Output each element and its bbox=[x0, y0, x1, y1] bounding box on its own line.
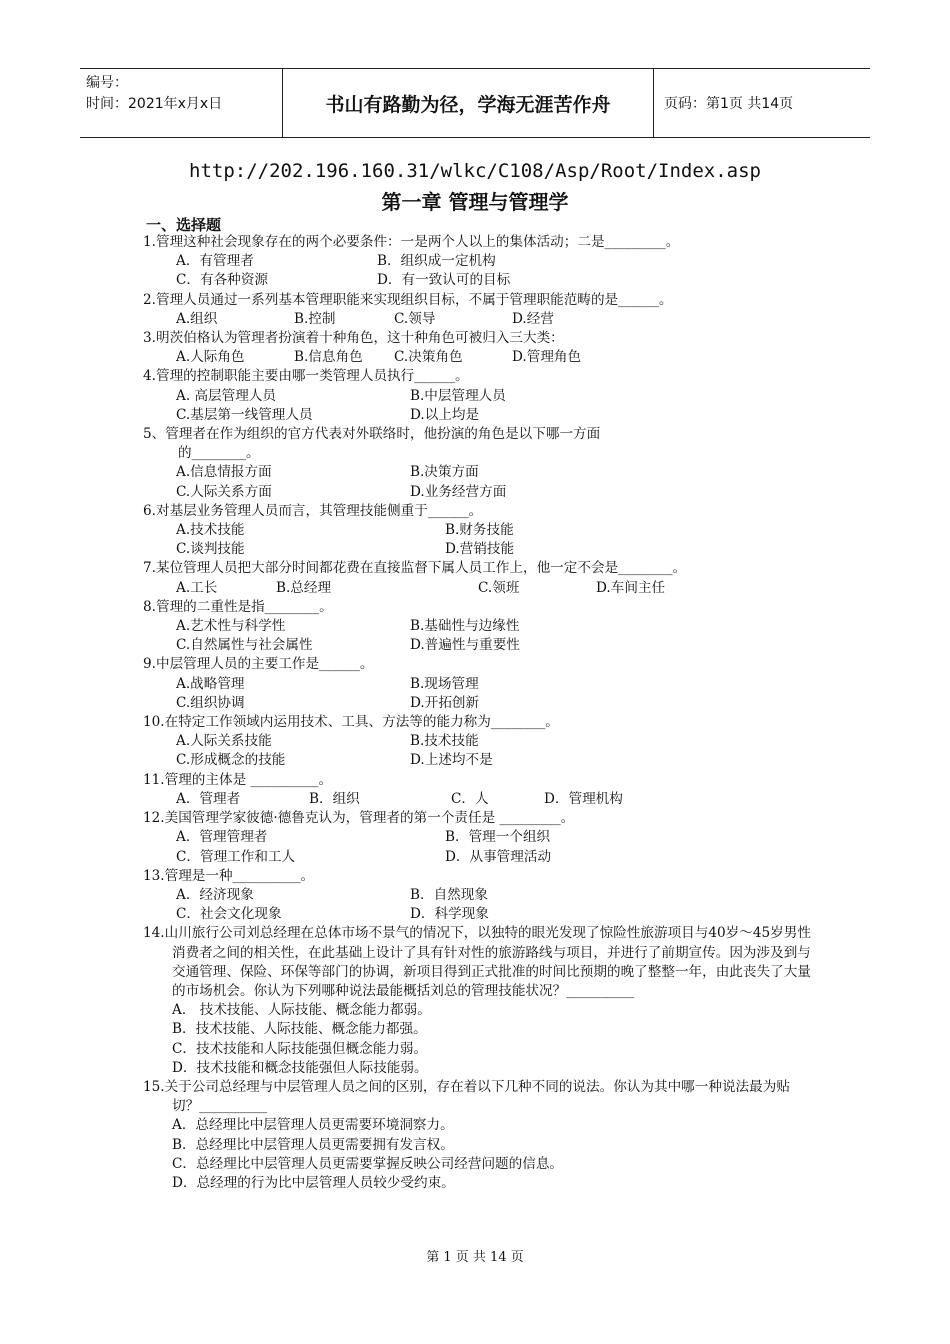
question-option: D．总经理的行为比中层管理人员较少受约束。 bbox=[172, 1174, 455, 1191]
question-9 bbox=[143, 655, 815, 713]
question-option: B．技术技能、人际技能、概念能力都强。 bbox=[172, 1021, 427, 1038]
option-row bbox=[143, 694, 815, 713]
header-meta bbox=[80, 69, 282, 137]
question-8 bbox=[143, 598, 815, 656]
question-10 bbox=[143, 713, 815, 771]
question-option: C.人际关系方面 bbox=[176, 483, 272, 500]
option-row bbox=[143, 540, 815, 559]
question-option: D.业务经营方面 bbox=[410, 483, 507, 500]
question-option: D.以上均是 bbox=[410, 406, 480, 423]
question-option: A.信息情报方面 bbox=[176, 464, 272, 481]
question-option: B.技术技能 bbox=[410, 733, 479, 750]
question-option: A.人际角色 bbox=[176, 349, 245, 366]
question-option: D．有一致认可的目标 bbox=[377, 272, 511, 289]
question-14 bbox=[143, 924, 815, 1078]
question-option: D．科学现象 bbox=[410, 906, 489, 923]
question-option: C．技术技能和人际技能强但概念能力弱。 bbox=[172, 1040, 428, 1057]
question-option: D.营销技能 bbox=[445, 541, 515, 558]
option-row bbox=[143, 751, 815, 770]
question-1 bbox=[143, 233, 815, 291]
option-row bbox=[143, 732, 815, 751]
question-stem: 14.山川旅行公司刘总经理在总体市场不景气的情况下，以独特的眼光发现了惊险性旅游项目与40岁～45岁男性消费者之间的相关性，在此基础上设计了具有针对性的旅游路线与项目，并进行了前期宣传。因为涉及到与交通管理、保险、环保等部门的协调，新项目得到正式批准的时间比预期的晚了整整一年，由此丧失了大量的市场机会。你认为下列哪种说法最能概括刘总的管理技能状况？__________ bbox=[143, 925, 811, 999]
question-option: D.经营 bbox=[512, 310, 554, 327]
question-stem: 7.某位管理人员把大部分时间都花费在直接监督下属人员工作上，他一定不会是________。 bbox=[143, 560, 687, 577]
question-stem: 5、管理者在作为组织的官方代表对外联络时，他扮演的角色是以下哪一方面 bbox=[143, 426, 601, 443]
question-option: B．组织 bbox=[309, 790, 360, 807]
question-option: C.组织协调 bbox=[176, 694, 245, 711]
question-stem: 11.管理的主体是 __________。 bbox=[143, 771, 333, 788]
option-row bbox=[143, 463, 815, 482]
option-row bbox=[143, 310, 815, 329]
question-option: B.信息角色 bbox=[294, 349, 363, 366]
option-row bbox=[143, 387, 815, 406]
option-row bbox=[143, 905, 815, 924]
header-motto: 书山有路勤为径，学海无涯苦作舟 bbox=[282, 69, 654, 137]
question-option: A.组织 bbox=[176, 310, 218, 327]
question-stem: 10.在特定工作领域内运用技术、工具、方法等的能力称为________。 bbox=[143, 714, 559, 731]
question-option: C.基层第一线管理人员 bbox=[176, 406, 313, 423]
question-stem: 4.管理的控制职能主要由哪一类管理人员执行______。 bbox=[143, 368, 469, 385]
question-stem: 1.管理这种社会现象存在的两个必要条件：一是两个人以上的集体活动；二是_________。 bbox=[143, 234, 680, 250]
question-option: B.财务技能 bbox=[445, 522, 514, 539]
question-13 bbox=[143, 867, 815, 925]
option-row bbox=[143, 406, 815, 425]
question-option: C.自然属性与社会属性 bbox=[176, 637, 313, 654]
question-stem: 12.美国管理学家彼德·德鲁克认为，管理者的第一个责任是 _________。 bbox=[143, 810, 575, 827]
question-3 bbox=[143, 329, 815, 367]
header-serial: 编号： bbox=[86, 75, 128, 91]
question-option: A．总经理比中层管理人员更需要环境洞察力。 bbox=[172, 1117, 454, 1134]
chapter-title: 第一章 管理与管理学 bbox=[381, 190, 569, 214]
question-option: B.现场管理 bbox=[410, 675, 479, 692]
question-option: A．管理管理者 bbox=[176, 829, 268, 846]
source-url: http://202.196.160.31/wlkc/C108/Asp/Root/Index.asp bbox=[189, 160, 761, 182]
question-option: B．自然现象 bbox=[410, 886, 488, 903]
section-title: 一、选择题 bbox=[146, 216, 222, 234]
option-row bbox=[143, 636, 815, 655]
question-option: A.战略管理 bbox=[176, 675, 245, 692]
question-option: C．人 bbox=[451, 790, 489, 807]
question-option: B．组织成一定机构 bbox=[377, 253, 496, 270]
question-option: B.中层管理人员 bbox=[410, 387, 506, 404]
question-15 bbox=[143, 1078, 815, 1193]
question-option: B．管理一个组织 bbox=[445, 829, 551, 846]
question-option: D.上述均不是 bbox=[410, 752, 493, 769]
question-option: B.基础性与边缘性 bbox=[410, 618, 520, 635]
question-option: A．管理者 bbox=[176, 790, 241, 807]
header-date: 时间：2021年x月x日 bbox=[86, 96, 223, 112]
question-option: C.领导 bbox=[394, 310, 436, 327]
question-option: B．总经理比中层管理人员更需要拥有发言权。 bbox=[172, 1136, 454, 1153]
question-stem: 15.关于公司总经理与中层管理人员之间的区别，存在着以下几种不同的说法。你认为其中哪一种说法最为贴切？__________ bbox=[143, 1078, 790, 1115]
option-row bbox=[143, 579, 815, 598]
question-stem: 3.明茨伯格认为管理者扮演着十种角色，这十种角色可被归入三大类： bbox=[143, 330, 564, 347]
page-footer: 第 1 页 共 14 页 bbox=[426, 1250, 524, 1265]
question-stem: 8.管理的二重性是指________。 bbox=[143, 598, 333, 615]
question-option: A.工长 bbox=[176, 579, 218, 596]
option-row bbox=[143, 886, 815, 905]
question-list bbox=[143, 233, 815, 1193]
question-option: A. 高层管理人员 bbox=[176, 387, 277, 404]
question-option: C．有各种资源 bbox=[176, 272, 268, 289]
option-row bbox=[143, 617, 815, 636]
question-2 bbox=[143, 291, 815, 329]
option-row bbox=[143, 252, 815, 271]
question-option: D.管理角色 bbox=[512, 349, 582, 366]
question-option: D.普遍性与重要性 bbox=[410, 637, 520, 654]
option-row bbox=[143, 790, 815, 809]
question-option: A.技术技能 bbox=[176, 522, 245, 539]
question-option: B.控制 bbox=[294, 310, 336, 327]
question-option: C.领班 bbox=[478, 579, 520, 596]
question-option: C.形成概念的技能 bbox=[176, 752, 286, 769]
question-11 bbox=[143, 771, 815, 809]
question-stem: 2.管理人员通过一系列基本管理职能来实现组织目标，不属于管理职能范畴的是______。 bbox=[143, 291, 673, 308]
question-option: A． 技术技能、人际技能、概念能力都弱。 bbox=[172, 1002, 431, 1019]
question-option: A．有管理者 bbox=[176, 253, 254, 270]
question-option: D.开拓创新 bbox=[410, 694, 480, 711]
question-7 bbox=[143, 559, 815, 597]
question-option: D.车间主任 bbox=[596, 579, 666, 596]
question-option: C.决策角色 bbox=[394, 349, 463, 366]
option-row bbox=[143, 848, 815, 867]
question-option: A．经济现象 bbox=[176, 886, 254, 903]
question-option: A.艺术性与科学性 bbox=[176, 618, 286, 635]
question-option: B.总经理 bbox=[276, 579, 332, 596]
question-4 bbox=[143, 367, 815, 425]
question-option: B.决策方面 bbox=[410, 464, 479, 481]
question-option: C．管理工作和工人 bbox=[176, 848, 296, 865]
option-row bbox=[143, 271, 815, 290]
question-option: D．技术技能和概念技能强但人际技能弱。 bbox=[172, 1059, 428, 1076]
question-stem: 6.对基层业务管理人员而言，其管理技能侧重于______。 bbox=[143, 502, 483, 519]
question-stem-continued: 的________。 bbox=[178, 445, 260, 462]
option-row bbox=[143, 483, 815, 502]
question-stem: 9.中层管理人员的主要工作是______。 bbox=[143, 656, 374, 673]
header-page-number: 页码：第1页 共14页 bbox=[664, 96, 794, 112]
question-option: D．从事管理活动 bbox=[445, 848, 552, 865]
option-row bbox=[143, 521, 815, 540]
question-option: D．管理机构 bbox=[544, 790, 623, 807]
question-5 bbox=[143, 425, 815, 502]
question-option: A.人际关系技能 bbox=[176, 733, 272, 750]
option-row bbox=[143, 828, 815, 847]
question-6 bbox=[143, 502, 815, 560]
page-header bbox=[80, 68, 870, 138]
option-row bbox=[143, 675, 815, 694]
question-option: C．总经理比中层管理人员更需要掌握反映公司经营问题的信息。 bbox=[172, 1155, 564, 1172]
question-12 bbox=[143, 809, 815, 867]
question-stem: 13.管理是一种__________。 bbox=[143, 867, 315, 884]
question-option: C.谈判技能 bbox=[176, 541, 245, 558]
option-row bbox=[143, 348, 815, 367]
question-option: C．社会文化现象 bbox=[176, 906, 282, 923]
